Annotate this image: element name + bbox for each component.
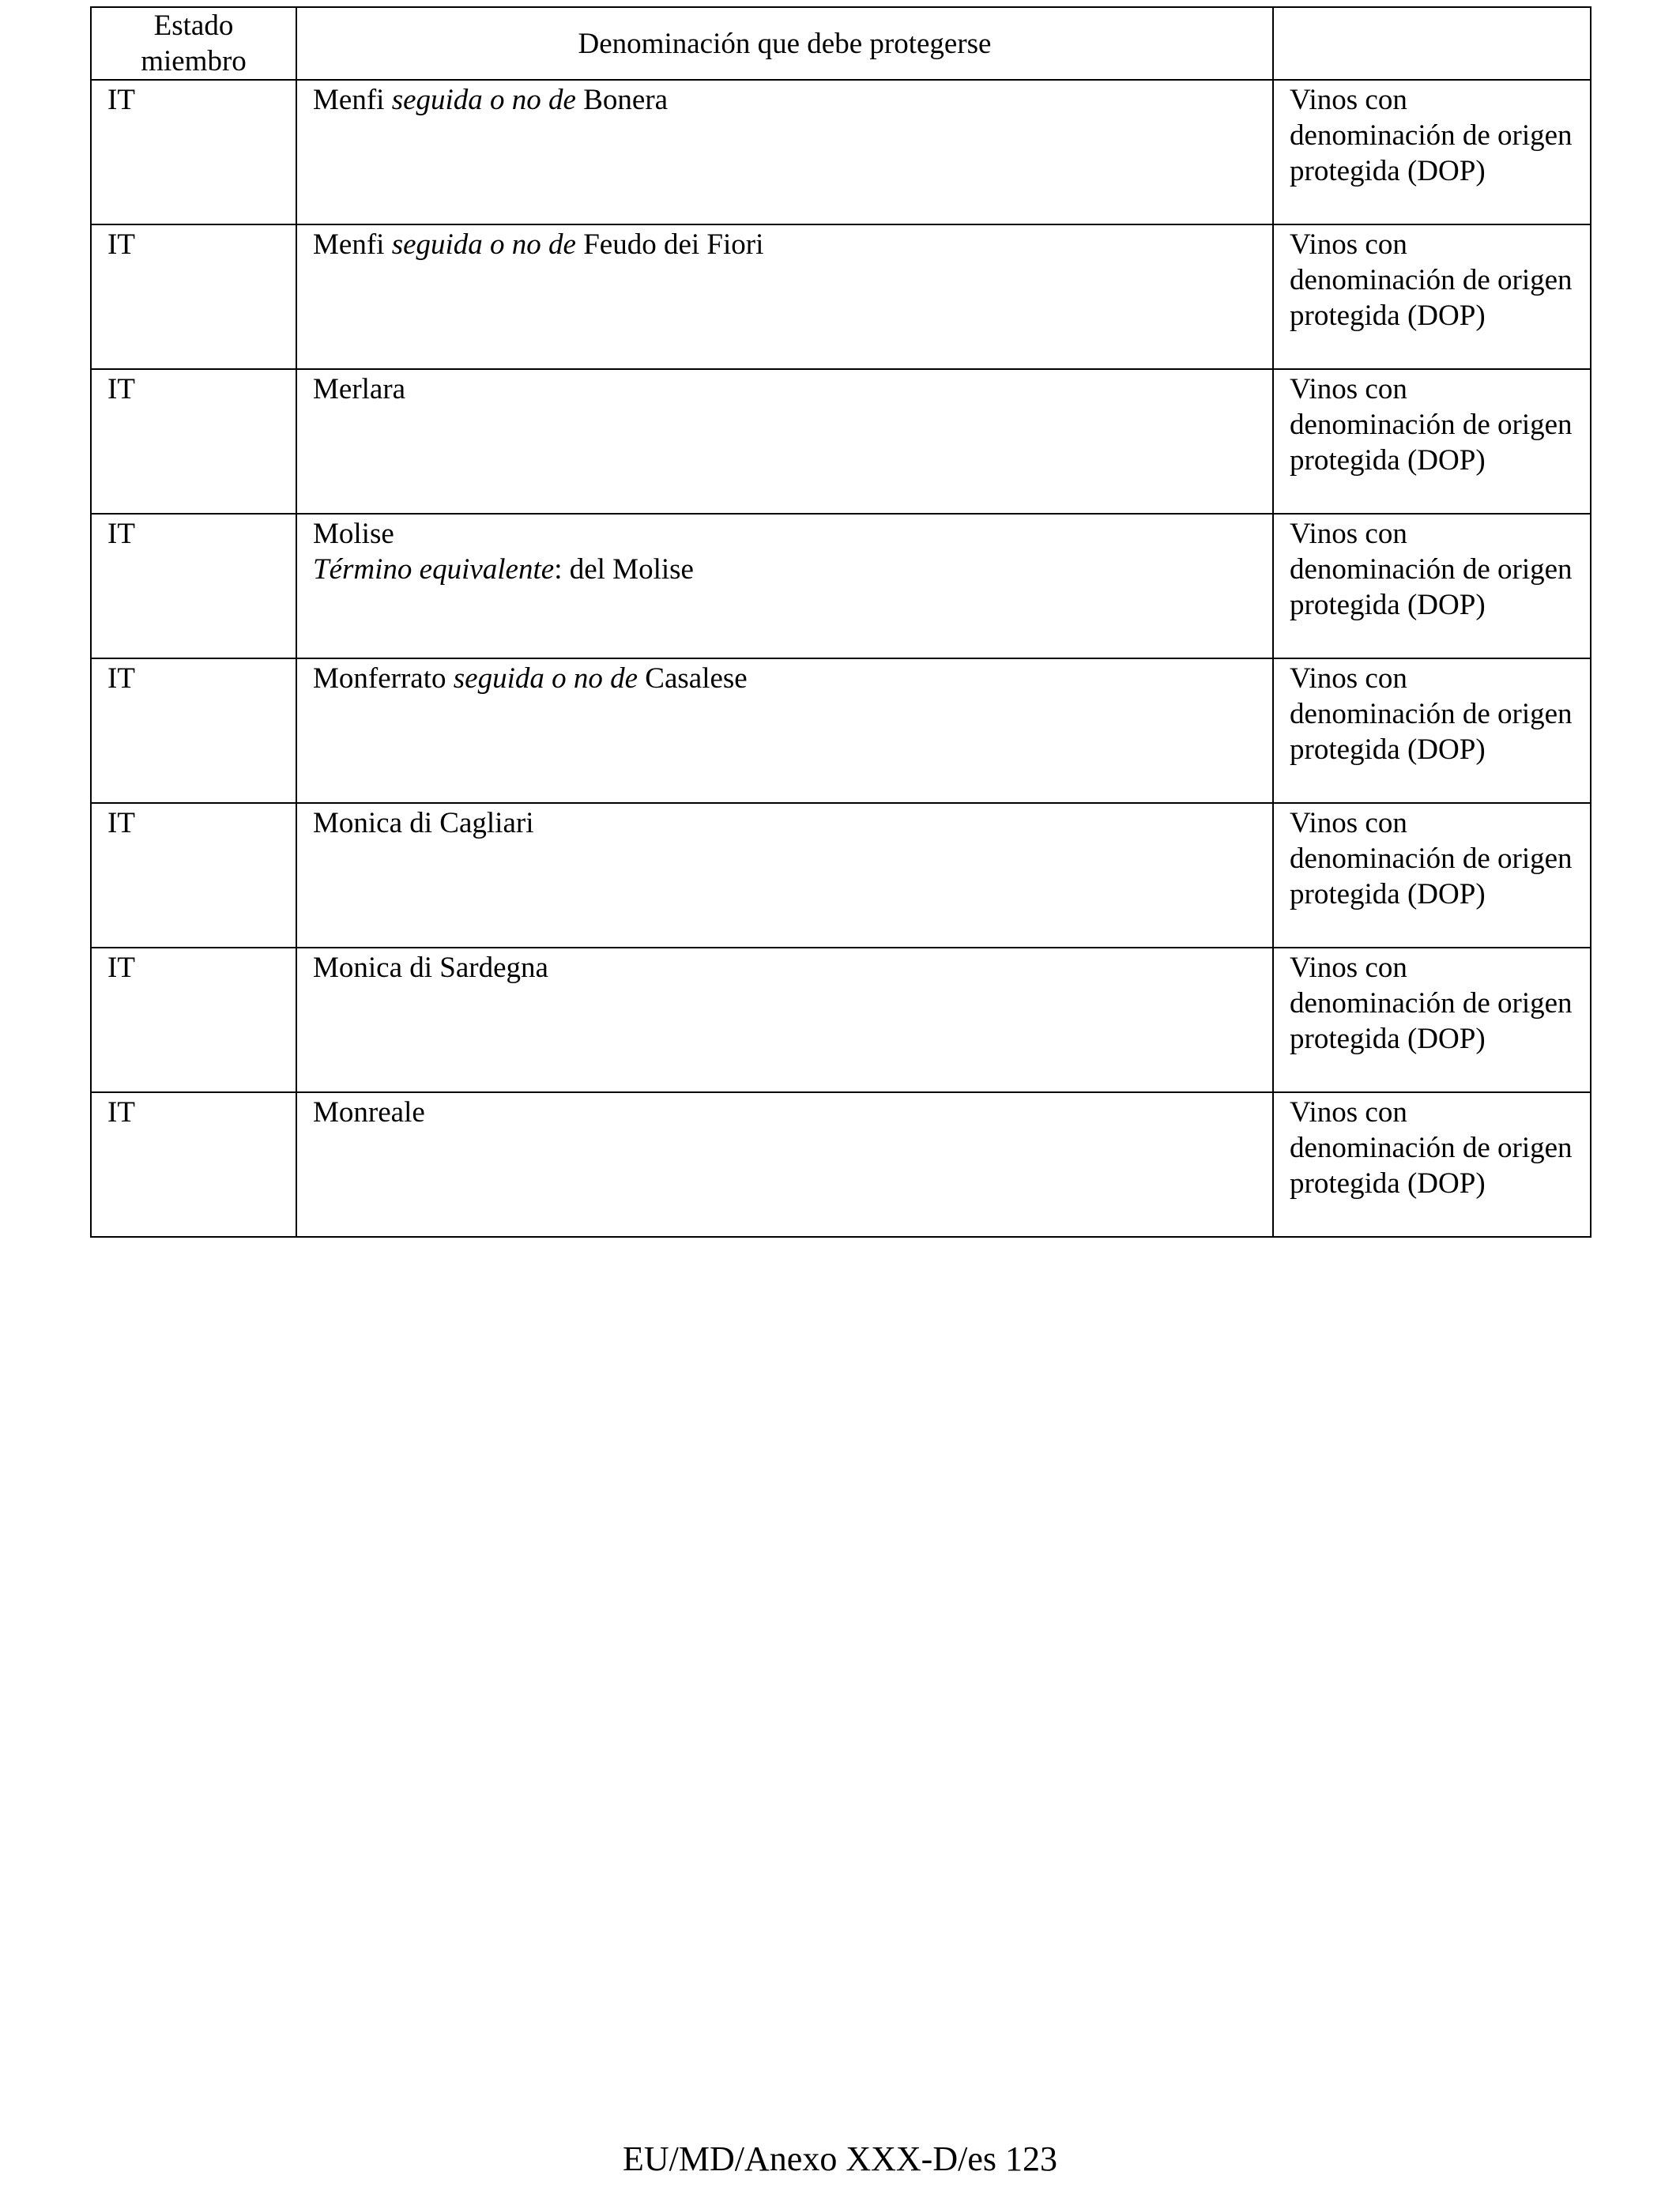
cell-category: Vinos con denominación de origen protegida (DOP) [1273,803,1591,948]
denomination-main: Monreale [313,1096,425,1129]
cell-member-state: IT [91,948,296,1092]
cell-denomination [296,1092,1273,1237]
table-row [91,948,1591,1092]
cell-denomination [296,224,1273,369]
cell-denomination [296,80,1273,224]
table-row [91,1092,1591,1237]
denomination-suffix: Feudo dei Fiori [583,228,764,261]
cell-member-state: IT [91,658,296,803]
cell-category: Vinos con denominación de origen protegida (DOP) [1273,948,1591,1092]
cell-denomination [296,514,1273,658]
cell-member-state: IT [91,514,296,658]
cell-category: Vinos con denominación de origen protegida (DOP) [1273,1092,1591,1237]
cell-category: Vinos con denominación de origen protegida (DOP) [1273,224,1591,369]
denomination-main: Menfi [313,228,385,261]
denomination-main: Monica di Cagliari [313,807,534,839]
table-row [91,658,1591,803]
cell-category: Vinos con denominación de origen protegida (DOP) [1273,658,1591,803]
header-member-state: Estado miembro [91,7,296,80]
denomination-main: Molise [313,518,394,550]
equivalent-term [313,552,1256,587]
cell-category: Vinos con denominación de origen protegida (DOP) [1273,514,1591,658]
cell-denomination [296,803,1273,948]
page-footer-reference: EU/MD/Anexo XXX-D/es 123 [623,2139,1057,2178]
cell-member-state: IT [91,803,296,948]
denomination-suffix: Bonera [583,84,669,116]
cell-category: Vinos con denominación de origen protegida (DOP) [1273,369,1591,514]
denominations-table [90,6,1591,1238]
equivalent-term-label: Término equivalente [313,553,555,586]
denomination-qualifier: seguida o no de [391,228,576,261]
table-row [91,803,1591,948]
cell-member-state: IT [91,80,296,224]
denomination-qualifier: seguida o no de [453,662,638,695]
denomination-main: Monica di Sardegna [313,952,548,984]
cell-member-state: IT [91,224,296,369]
cell-denomination [296,369,1273,514]
table-header-row [91,7,1591,80]
table-row [91,224,1591,369]
cell-denomination [296,658,1273,803]
table-row [91,369,1591,514]
cell-member-state: IT [91,1092,296,1237]
equivalent-term-value: : del Molise [554,553,694,586]
denomination-qualifier: seguida o no de [391,84,576,116]
cell-category: Vinos con denominación de origen protegida (DOP) [1273,80,1591,224]
table-row [91,80,1591,224]
header-denomination: Denominación que debe protegerse [296,7,1273,80]
table-row [91,514,1591,658]
cell-member-state: IT [91,369,296,514]
denomination-main: Merlara [313,373,406,405]
denomination-suffix: Casalese [645,662,748,695]
cell-denomination [296,948,1273,1092]
header-category [1273,7,1591,80]
denomination-main: Menfi [313,84,385,116]
denomination-main: Monferrato [313,662,446,695]
